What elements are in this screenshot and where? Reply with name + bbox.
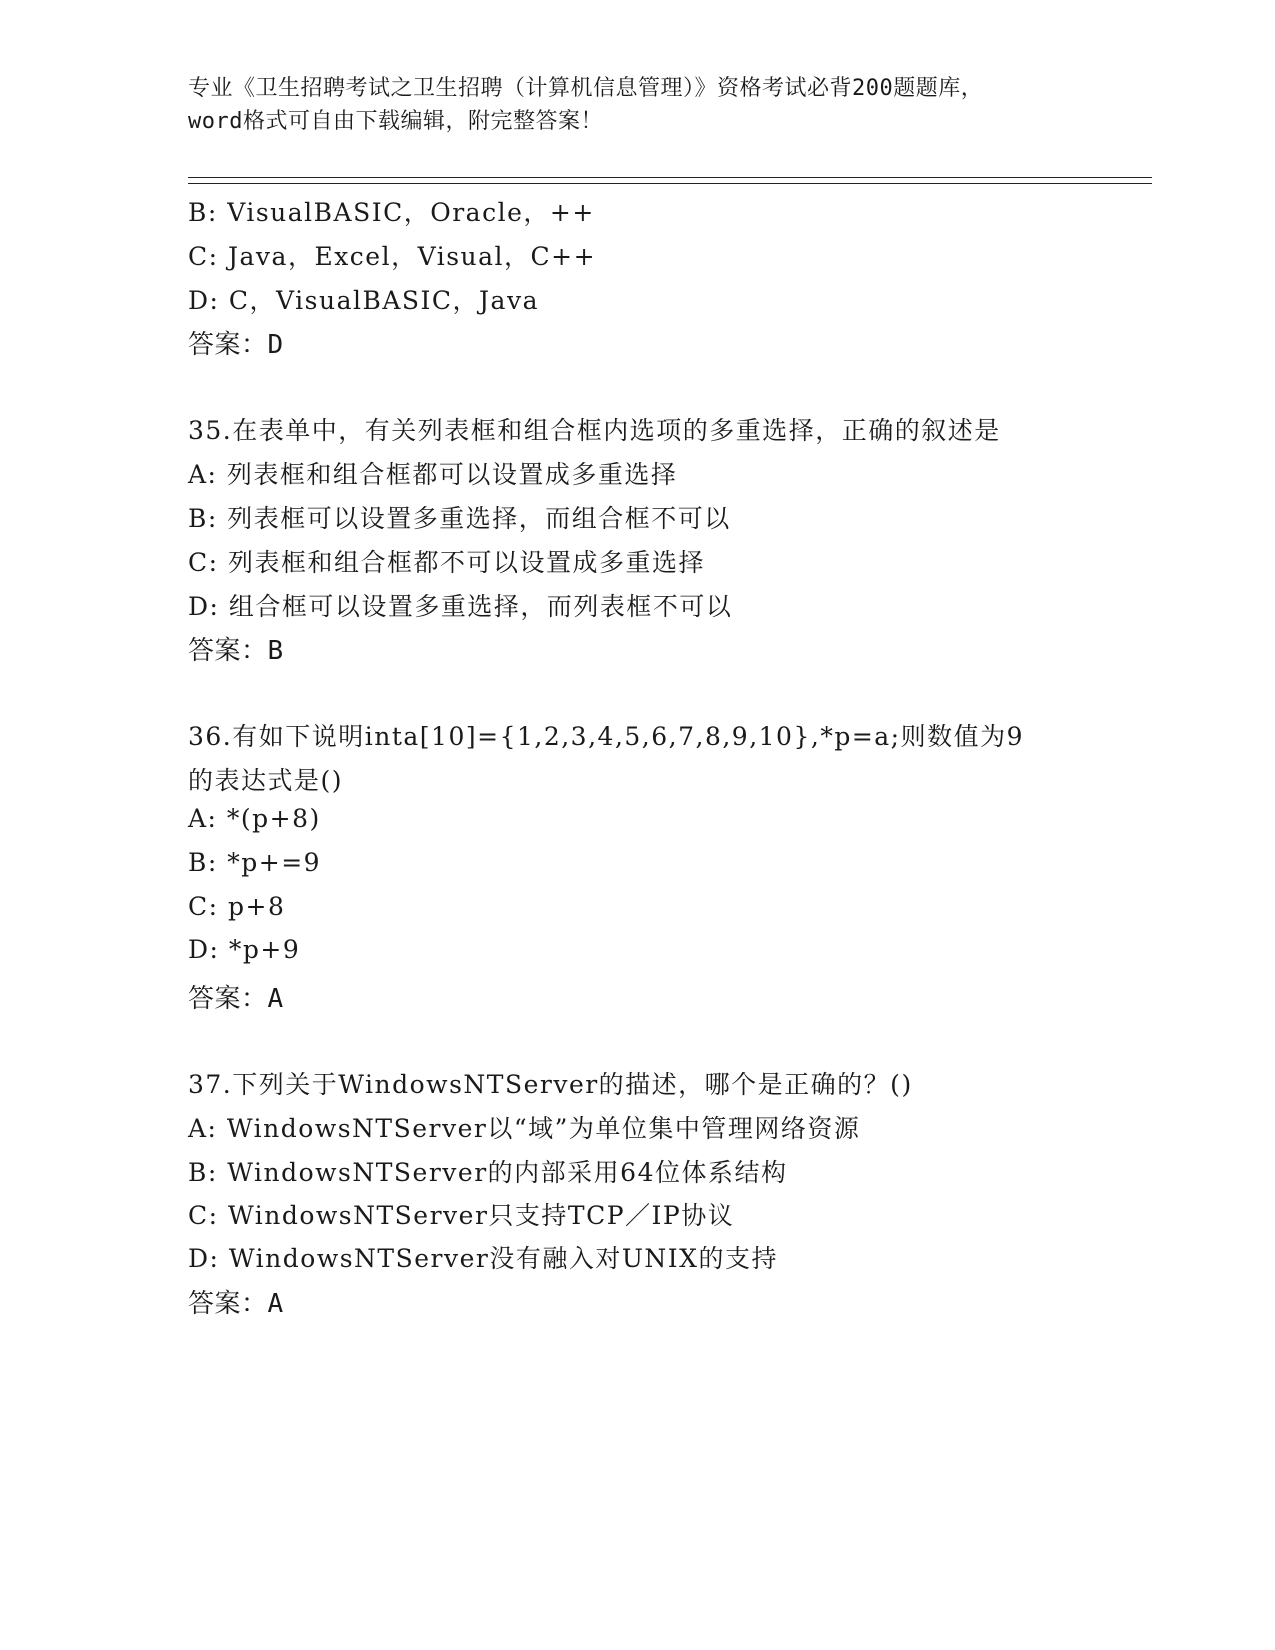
question-stem-line-1: 36.有如下说明inta[10]={1,2,3,4,5,6,7,8,9,10},*p=a;则数值为9 (188, 722, 1024, 751)
option-c: C: Java，Excel，Visual，C++ (188, 242, 597, 271)
answer: 答案：D (188, 330, 284, 360)
option-d: D: WindowsNTServer没有融入对UNIX的支持 (188, 1244, 778, 1273)
option-a: A: *(p+8) (188, 804, 321, 833)
answer: 答案：A (188, 1289, 284, 1319)
option-b: B: 列表框可以设置多重选择，而组合框不可以 (188, 504, 731, 533)
header-line-1: 专业《卫生招聘考试之卫生招聘（计算机信息管理）》资格考试必背200题题库， (188, 76, 984, 101)
header-divider-top (188, 177, 1152, 178)
option-d: D: 组合框可以设置多重选择，而列表框不可以 (188, 592, 733, 621)
page-header (188, 72, 1088, 138)
answer: 答案：A (188, 984, 284, 1014)
option-d: D: *p+9 (188, 935, 301, 964)
option-b: B: VisualBASIC，Oracle，++ (188, 198, 595, 227)
answer: 答案：B (188, 636, 284, 666)
option-b: B: *p+=9 (188, 848, 322, 877)
header-divider-bottom (188, 183, 1152, 184)
question-stem: 35.在表单中，有关列表框和组合框内选项的多重选择，正确的叙述是 (188, 416, 1001, 445)
option-a: A: WindowsNTServer以“域”为单位集中管理网络资源 (188, 1114, 861, 1143)
header-line-2: word格式可自由下载编辑，附完整答案！ (188, 109, 603, 134)
question-stem: 37.下列关于WindowsNTServer的描述，哪个是正确的？() (188, 1070, 913, 1099)
option-c: C: WindowsNTServer只支持TCP／IP协议 (188, 1201, 735, 1230)
question-stem-line-2: 的表达式是() (188, 766, 344, 795)
option-c: C: p+8 (188, 892, 286, 921)
option-a: A: 列表框和组合框都可以设置成多重选择 (188, 460, 678, 489)
option-c: C: 列表框和组合框都不可以设置成多重选择 (188, 548, 705, 577)
option-d: D: C，VisualBASIC，Java (188, 286, 539, 315)
option-b: B: WindowsNTServer的内部采用64位体系结构 (188, 1158, 788, 1187)
